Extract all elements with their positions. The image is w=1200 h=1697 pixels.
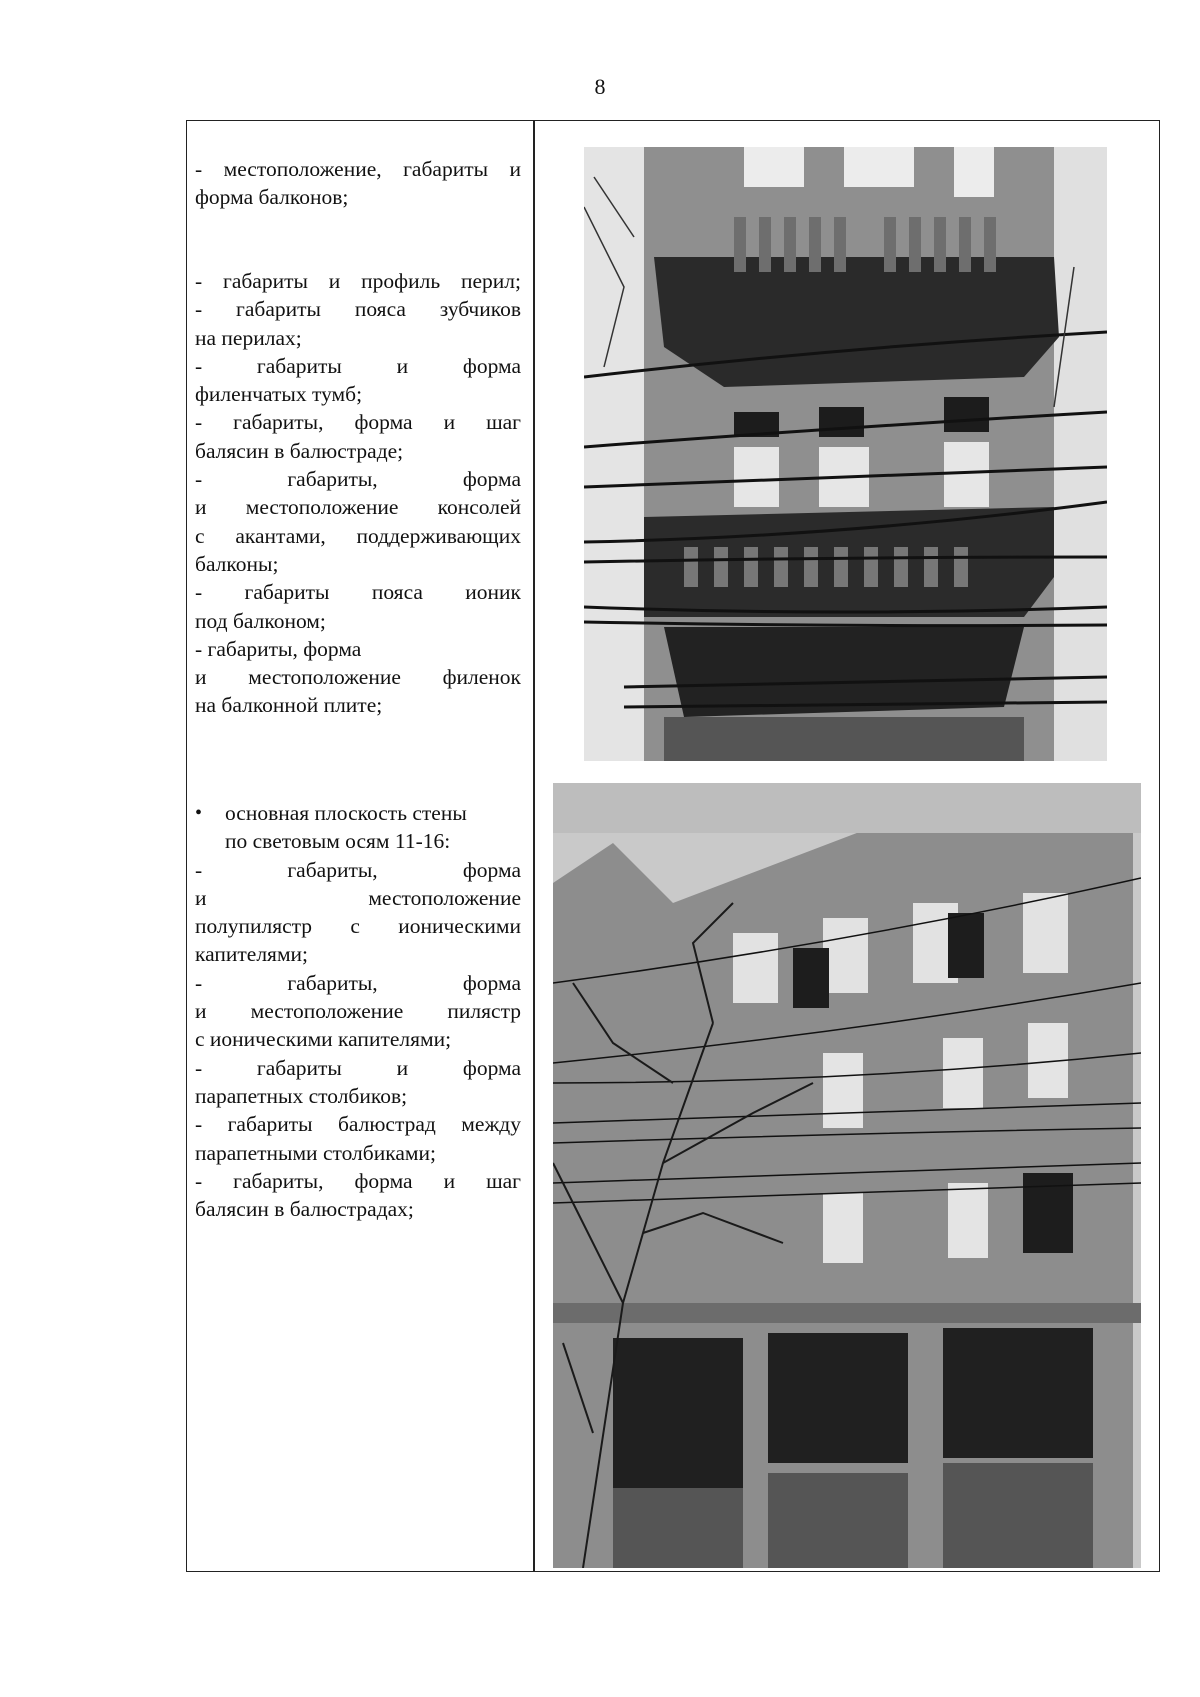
column-divider <box>533 121 535 1571</box>
text-line: с ионическими капителями; <box>195 1027 452 1052</box>
text-line: - габариты и форма <box>195 353 521 378</box>
text-line: - габариты, форма <box>195 467 521 492</box>
text-line: - местоположение, габариты и <box>195 157 521 181</box>
text-line: - габариты, форма <box>195 970 521 995</box>
text-line: и местоположение филенок <box>195 665 521 690</box>
text-line: - габариты балюстрад между <box>195 1112 521 1137</box>
text-line: и местоположение <box>195 885 521 910</box>
text-line: - габариты, форма <box>195 636 362 661</box>
text-line: - габариты, форма <box>195 857 521 882</box>
text-line: полупилястр с ионическими <box>195 914 521 939</box>
text-line: и местоположение консолей <box>195 495 521 520</box>
bullet-marker: • <box>195 802 203 824</box>
text-line: на балконной плите; <box>195 693 383 718</box>
text-line: форма балконов; <box>195 185 349 210</box>
text-line: под балконом; <box>195 608 326 633</box>
text-line: с акантами, поддерживающих <box>195 523 521 548</box>
text-line: на перилах; <box>195 325 302 350</box>
text-line: балясин в балюстраде; <box>195 438 404 463</box>
wall-plane-text-block <box>195 799 521 1223</box>
facade-photo <box>553 783 1141 1568</box>
text-line: основная плоскость стены <box>225 801 467 825</box>
text-line: - габариты и профиль перил; <box>195 269 521 293</box>
text-line: капителями; <box>195 942 309 967</box>
text-line: филенчатых тумб; <box>195 382 363 407</box>
content-table <box>186 120 1160 1572</box>
text-line: - габариты и форма <box>195 1055 521 1080</box>
text-line: парапетными столбиками; <box>195 1140 436 1165</box>
text-line: парапетных столбиков; <box>195 1083 408 1108</box>
balconies-text-block <box>195 155 521 212</box>
page-number: 8 <box>594 74 606 99</box>
railing-text-block <box>195 267 521 720</box>
text-line: - габариты, форма и шаг <box>195 1168 521 1193</box>
text-line: - габариты пояса ионик <box>195 580 521 605</box>
bullet-heading <box>195 799 521 856</box>
text-line: - габариты, форма и шаг <box>195 410 521 435</box>
text-line: - габариты пояса зубчиков <box>195 297 521 322</box>
text-line: балясин в балюстрадах; <box>195 1197 414 1222</box>
text-line: и местоположение пилястр <box>195 999 521 1024</box>
text-line: балконы; <box>195 551 279 576</box>
balconies-photo <box>584 147 1107 761</box>
text-line: по световым осям 11-16: <box>225 829 451 854</box>
